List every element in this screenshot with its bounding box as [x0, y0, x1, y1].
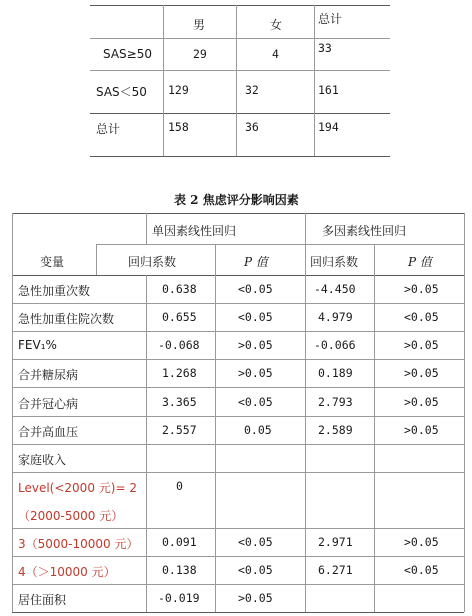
t1-row-label: 总计	[96, 122, 121, 136]
cell: 2.557	[162, 423, 197, 437]
cell: -0.066	[314, 338, 356, 352]
cell: 0.091	[162, 535, 197, 549]
cell: <0.05	[238, 535, 273, 549]
t1-cell: 36	[245, 120, 259, 134]
variable-header: 变量	[40, 255, 65, 269]
cell: 2.589	[318, 423, 353, 437]
cell: -4.450	[314, 282, 356, 296]
cell: 0	[176, 479, 183, 493]
cell: <0.05	[404, 563, 439, 577]
coef-header: 回归系数	[128, 255, 177, 269]
cell: 4.979	[318, 310, 353, 324]
row-label: 合并高血压	[18, 425, 79, 439]
cell: <0.05	[238, 563, 273, 577]
t1-header-female: 女	[270, 18, 283, 32]
t1-cell: 194	[318, 120, 339, 134]
cell: 0.638	[162, 282, 197, 296]
cell: -0.019	[158, 591, 200, 605]
cell: <0.05	[238, 282, 273, 296]
cell: <0.05	[404, 310, 439, 324]
row-label: 3（5000-10000 元）	[18, 537, 139, 551]
cell: <0.05	[238, 395, 273, 409]
cell: >0.05	[404, 535, 439, 549]
row-label: Level(<2000 元)= 2	[18, 481, 137, 495]
t1-cell: 161	[318, 83, 339, 97]
multi-factor-header: 多因素线性回归	[322, 224, 407, 238]
cell: 0.655	[162, 310, 197, 324]
t1-cell: 33	[318, 41, 332, 55]
row-label: 居住面积	[18, 593, 67, 607]
row-label: 4（＞10000 元）	[18, 565, 116, 579]
cell: >0.05	[404, 366, 439, 380]
cell: 3.365	[162, 395, 197, 409]
t1-row-label: SAS＜50	[96, 85, 147, 99]
row-label: 合并糖尿病	[18, 368, 79, 382]
t1-cell: 158	[168, 120, 189, 134]
cell: >0.05	[238, 338, 273, 352]
row-label: 家庭收入	[18, 453, 67, 467]
row-label: 急性加重住院次数	[18, 312, 115, 326]
row-label: （2000-5000 元）	[18, 509, 124, 523]
table-2-caption: 表 2 焦虑评分影响因素	[174, 193, 299, 207]
single-factor-header: 单因素线性回归	[152, 224, 237, 238]
cell: >0.05	[238, 591, 273, 605]
cell: 6.271	[318, 563, 353, 577]
cell: >0.05	[404, 338, 439, 352]
cell: 1.268	[162, 366, 197, 380]
row-label: FEV₁%	[18, 338, 57, 352]
cell: 2.793	[318, 395, 353, 409]
cell: 2.971	[318, 535, 353, 549]
t1-cell: 129	[168, 83, 189, 97]
row-label: 急性加重次数	[18, 284, 91, 298]
t1-header-male: 男	[193, 18, 206, 32]
cell: 0.138	[162, 563, 197, 577]
cell: 0.05	[244, 423, 272, 437]
cell: 0.189	[318, 366, 353, 380]
t1-cell: 32	[245, 83, 259, 97]
row-label: 合并冠心病	[18, 397, 79, 411]
cell: >0.05	[238, 366, 273, 380]
p-value-header: P 值	[408, 255, 432, 269]
cell: -0.068	[158, 338, 200, 352]
cell: >0.05	[404, 423, 439, 437]
cell: <0.05	[238, 310, 273, 324]
cell: >0.05	[404, 395, 439, 409]
p-value-header: P 值	[244, 255, 268, 269]
t1-cell: 29	[193, 47, 207, 61]
t1-header-total: 总计	[318, 12, 343, 26]
t1-cell: 4	[272, 47, 279, 61]
t1-row-label: SAS≥50	[103, 47, 152, 61]
cell: >0.05	[404, 282, 439, 296]
coef-header: 回归系数	[310, 255, 359, 269]
